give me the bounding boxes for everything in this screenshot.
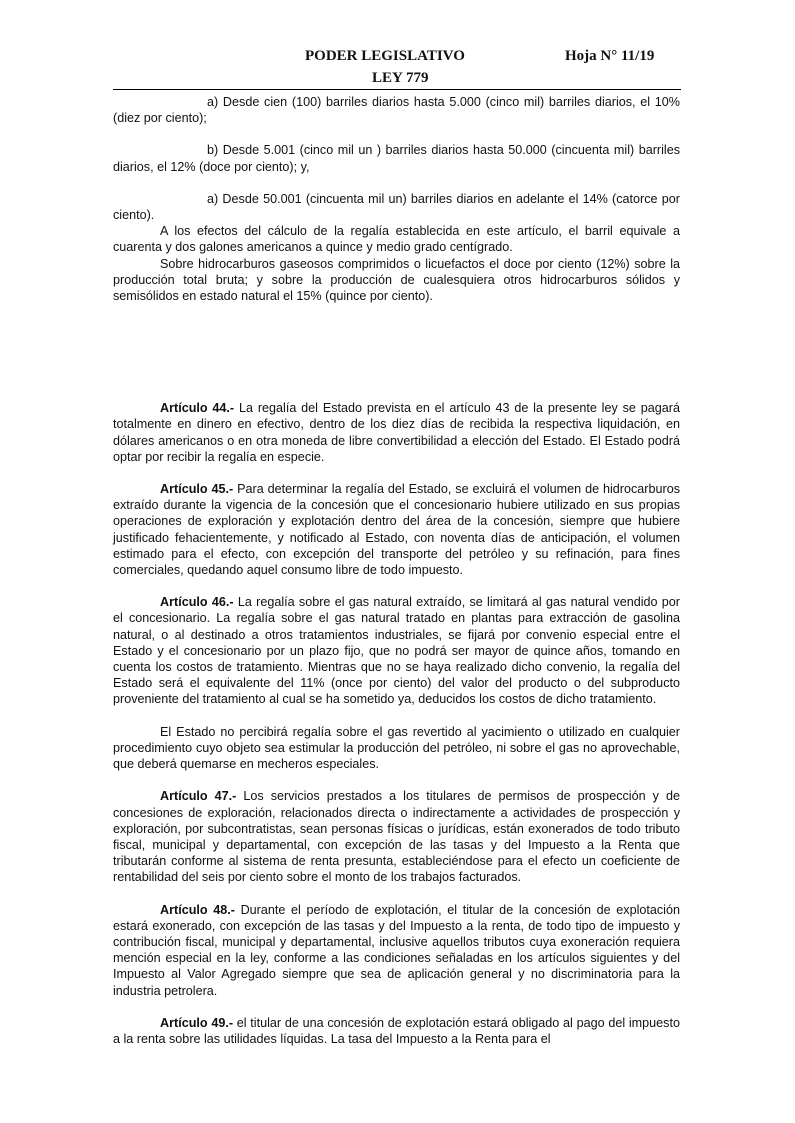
article-49-text: el titular de una concesión de explotación estará obligado al pago del impuesto a la renta sobre las utilidades líquidas. La tasa del Impuesto a la Renta para el <box>113 1015 680 1046</box>
article-49 <box>113 1015 680 1047</box>
paragraph-gas: Sobre hidrocarburos gaseosos comprimidos o licuefactos el doce por ciento (12%) sobre la producción total bruta; y sobre la producción de cualesquiera otros hidrocarburos sólidos y semisólidos en estado natural el 15% (quince por ciento). <box>113 256 680 304</box>
article-46 <box>113 594 680 707</box>
document-body <box>113 94 680 1047</box>
item-a-second: a) Desde 50.001 (cincuenta mil un) barriles diarios en adelante el 14% (catorce por ciento). <box>113 191 680 223</box>
article-44-text: La regalía del Estado prevista en el artículo 43 de la presente ley se pagará totalmente en dinero en efectivo, dentro de los diez días de recibida la respectiva liquidación, en dólares americanos o en otra moneda de libre convertibilidad a elección del Estado. El Estado podrá optar por recibir la regalía en especie. <box>113 401 680 464</box>
item-b: b) Desde 5.001 (cinco mil un ) barriles diarios hasta 50.000 (cincuenta mil) barriles diarios, el 12% (doce por ciento); y, <box>113 143 680 174</box>
article-45-label: Artículo 45.- <box>160 482 234 497</box>
article-47 <box>113 788 680 885</box>
article-44-label: Artículo 44.- <box>160 401 235 416</box>
paragraph-state: El Estado no percibirá regalía sobre el gas revertido al yacimiento o utilizado en cualquier procedimiento cuyo objeto sea estimular la producción del petróleo, ni sobre el gas no aprovechable, que deberá quemarse en mecheros especiales. <box>113 724 680 772</box>
article-44 <box>113 400 680 465</box>
header-title: PODER LEGISLATIVO <box>305 48 465 64</box>
article-46-text: La regalía sobre el gas natural extraído, se limitará al gas natural vendido por el concesionario. La regalía sobre el gas natural tratado en plantas para extracción de gasolina natural, o al destinado a otros tratamientos industriales, se fijará por convenio especial entre el Estado y el concesionario por un plazo fijo, que no podrá ser mayor de quince años, tomando en cuenta los costos de tratamiento. Mientras que no se haya realizado dicho convenio, la regalía del Estado será el equivalente del 11% (once por ciento) del valor del producto o del subproducto proveniente del tratamiento al cual se ha sometido ya, deducidos los costos de dicho tratamiento. <box>113 595 680 707</box>
article-48-text: Durante el período de explotación, el titular de la concesión de explotación estará exonerado, con excepción de las tasas y del Impuesto a la renta, de todo tipo de impuesto y contribución fiscal, municipal y departamental, inclusive aquellos tributos cuya exoneración requiera mención especial en la ley, conforme a las condiciones señaladas en los artículos siguientes y del Impuesto al Valor Agregado siempre que sea de aplicación general y no discriminatoria para la industria petrolera. <box>113 902 680 998</box>
law-number: LEY 779 <box>372 70 429 86</box>
paragraph-calculation: A los efectos del cálculo de la regalía establecida en este artículo, el barril equivale a cuarenta y dos galones americanos a quince y medio grado centígrado. <box>113 224 680 255</box>
article-46-label: Artículo 46.- <box>160 595 234 610</box>
item-a-first: a) Desde cien (100) barriles diarios hasta 5.000 (cinco mil) barriles diarios, el 10% (diez por ciento); <box>113 95 680 126</box>
sheet-number: Hoja N° 11/19 <box>565 48 655 64</box>
article-49-label: Artículo 49.- <box>160 1015 234 1030</box>
header-rule <box>113 89 681 90</box>
article-47-text: Los servicios prestados a los titulares de permisos de prospección y de concesiones de exploración, relacionados directa o indirectamente a actividades de prospección y exploración, por subcontratistas, sean personas físicas o jurídicas, están exonerados de todo tributo fiscal, municipal y departamental, con excepción de las tasas y del Impuesto a la Renta que tributarán conforme al sistema de renta presunta, estableciéndose para el efecto un coeficiente de rentabilidad del seis por ciento sobre el monto de los trabajos facturados. <box>113 789 680 885</box>
article-48 <box>113 902 680 999</box>
page-header <box>113 48 681 92</box>
article-47-label: Artículo 47.- <box>160 789 237 804</box>
article-48-label: Artículo 48.- <box>160 902 235 917</box>
article-45 <box>113 481 680 578</box>
article-45-text: Para determinar la regalía del Estado, se excluirá el volumen de hidrocarburos extraído durante la vigencia de la concesión que el concesionario hubiere utilizado en sus propias operaciones de exploración y explotación dentro del área de la concesión, siempre que hubiere justificado fehacientemente, y notificado al Estado, con noventa días de anticipación, el volumen estimado para el efecto, con excepción del transporte del petróleo y su refinación, para fines comerciales, quedando aquel consumo libre de todo impuesto. <box>113 482 680 578</box>
